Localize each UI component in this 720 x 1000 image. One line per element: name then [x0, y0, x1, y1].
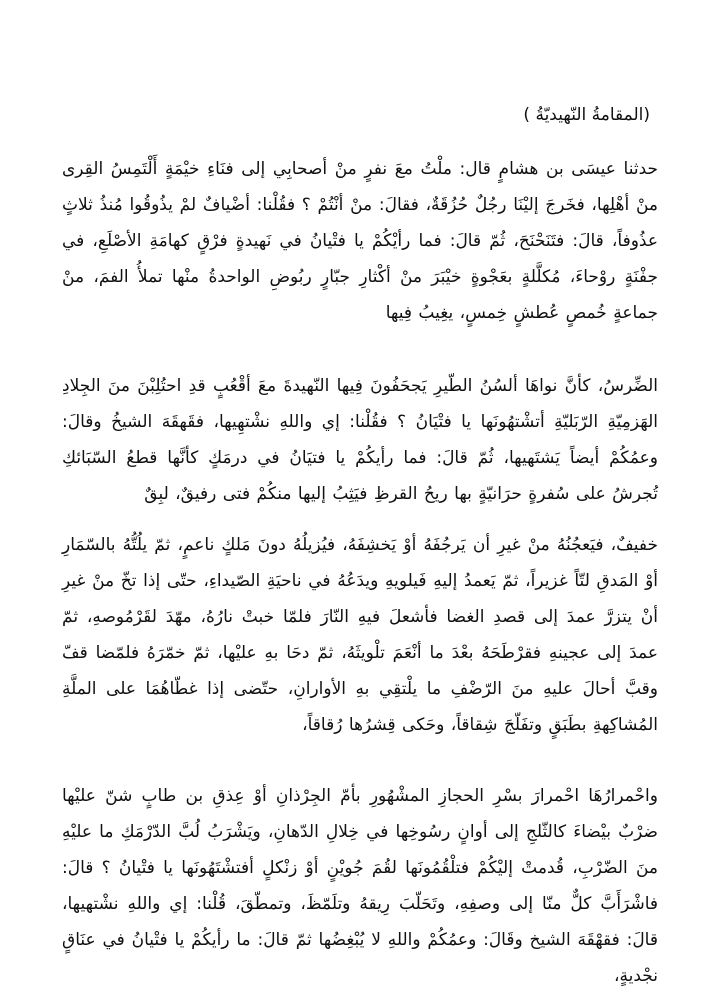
paragraph-2: الضِّرسُ، كأنَّ نواهَا ألسُنُ الطّيرِ يَجحَفُونَ فِيها النّهيدةَ معَ أقْعُبٍ قدِ احتُلِبْنَ منَ الجِلادِ الهَزمِيّةِ الرّبَليّةِ أتشْتهُونَها يا فتْيَانُ ؟ فقُلْنا: إي واللهِ نشْتهِيها، فقَهقَهَ الشيخُ وقالَ: وعمُكُمْ أيضاً يَشتَهيها، ثُمّ قالَ: فما رأيكُمْ يا فتيَانُ في درمَكٍ كأنَّها قطعُ السّبَائكِ تُجرشُ على سُفرةٍ حرَانيّةٍ بها ريحُ القرظِ فيَثِبُ إليها منكُمْ فتى رفيقٌ، لبِقٌ — [62, 376, 658, 504]
maqama-title: (المقامةُ النّهيديّةُ ) — [523, 105, 650, 125]
paragraph-1: حدثنا عيسَى بن هشامٍ قال: ملْتُ معَ نفرٍ منْ أصحابِي إلى فنَاءِ خيْمَةٍ أَلْتَمِسُ القِرى منْ أهْلِها، فخَرجَ إليْنَا رجُلٌ حُزُقَةٌ، فقالَ: منْ أنْتُمْ ؟ فقُلْنا: أضْيافٌ لمْ يذُوقُوا مُنذُ ثلاثٍ عذُوفاً، قالَ: فتَنَحْنَحَ، ثُمّ قالَ: فما رأيْكُمْ يا فتْيانُ في نَهيدةٍ فرْقٍ كهامَةِ الأصْلَعِ، في جفْنَةٍ روْحاءَ، مُكلَّلةٍ بعَجْوةٍ خيْبَرَ منْ أكْثارِ جبّارٍ ربُوضِ الواحدةُ منْها تملأُ الفمَ، منْ جماعةٍ خُمصٍ عُطشٍ خِمسٍ، يغِيبُ فِيها — [62, 159, 658, 323]
paragraph-4: واحْمرارُهَا احْمرارَ بسْرِ الحجازِ المشْهُورِ بأمّ الجِرْذانِ أوْ عِذقِ بن طابٍ شنّ عليْها ضرْبٌ بيْضاءَ كالثّلجِ إلى أوانٍ رسُوخِها في خِلالِ الدّهانِ، ويَشْرَبُ لُبَّ الدّرْمَكِ ما عليْهِ منَ الضّرْبِ، قُدمتْ إليْكُمْ فتلْقُمُونَها لقُمَ جُويْنٍ أوْ زنْكلٍ أفتشْتَهُونَها يا فتْيانُ ؟ قالَ: فاشْرَأَبَّ كلٌّ منّا إلى وصفِهِ، وتَحَلّبَ رِيقهُ وتلَمّظَ، وتمطّقَ، قُلْنا: إي واللهِ نشْتهيها، قالَ: فقهْقَهَ الشيخ وقَالَ: وعمُكُمْ واللهِ لا يُبْغِضُها ثمّ قالَ: ما رأيكُمْ يا فتْيانُ في عنَاقٍ نجْديةٍ، — [62, 786, 658, 986]
paragraph-3: خفيفٌ، فيَعجُنُهُ منْ غيرِ أن يَرجُفَهُ أوْ يَخشِفَهُ، فيُزيلُهُ دونَ مَلكٍ ناعمٍ، ثمّ يلُتُّهُ بالسّمَارِ أوْ المَدقِ لتّاً غزيراً، ثمّ يَعمدُ إليهِ فَيلويهِ ويدَعُهُ في ناحيَةِ الصّيداءِ، حتّى إذا تخّ منْ غيرِ أنْ يتزرَّ عمدَ إلى قصدِ الغضا فأشعلَ فيهِ النّارَ فلمّا خبتْ نارُهُ، مهّدَ لقَرْمُوصهِ، ثمّ عمدَ إلى عجينهِ فقرْطَحَهُ بعْدَ ما أنْعَمَ تلْويثَهُ، ثمّ دحَا بهِ عليْها، ثمّ خمّرَهُ فلمّضا قفّ وقبَّ أحالَ عليهِ منَ الرّضْفِ ما يلْتقِي بهِ الأوارانِ، حتّضى إذا غطّاهُمَا على الملَّةِ المُشاكِهةِ بطَبَقٍ وتفَلّجَ شِقاقاً، وحَكى قِشرُها رُقاقاً، — [62, 535, 658, 735]
